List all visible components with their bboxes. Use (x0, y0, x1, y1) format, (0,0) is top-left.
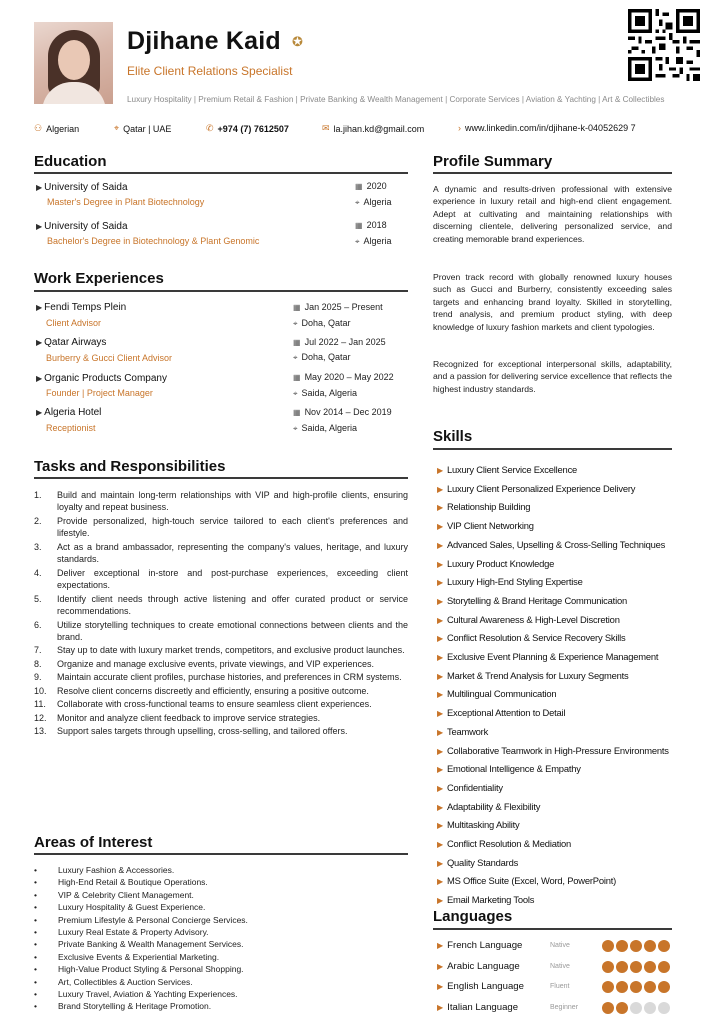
star-icon: ✪ (292, 34, 303, 49)
rating-dot (630, 981, 642, 993)
summary-paragraph: Proven track record with globally renowned luxury houses such as Gucci and Burberry, consistently exceeding sales targets and enhancing brand loyalty. Skilled in storytelling, trend analysis, and premium product styling, with deep knowledge of luxury fashion markets and client typologies. (433, 272, 672, 332)
list-item: • High-Value Product Styling & Personal Shopping. (34, 964, 244, 975)
candidate-name: Djihane Kaid (127, 27, 281, 55)
list-item: ▶ VIP Client Networking (437, 520, 534, 532)
location-pin-icon: ⌖ (293, 353, 298, 362)
job-item: ▶ Fendi Temps Plein (36, 302, 127, 313)
location-pin-icon: ⌖ (293, 424, 298, 433)
list-item: ▶ Luxury High-End Styling Expertise (437, 576, 583, 588)
list-item: 4. Deliver exceptional in-store and post-purchase experiences, exceeding client expectations. (34, 567, 408, 591)
list-item: 5. Identify client needs through active listening and offer curated product or service recommendations. (34, 593, 408, 617)
job-dates: ▦ Jan 2025 – Present (293, 302, 383, 312)
language-level: Fluent (550, 983, 570, 990)
list-item: • Premium Lifestyle & Personal Concierge Services. (34, 914, 248, 925)
contact-location: ⌖ Qatar | UAE (114, 123, 172, 134)
language-rating (602, 1002, 670, 1014)
section-title-work: Work Experiences (34, 270, 164, 287)
language-rating (602, 981, 670, 993)
list-item: ▶ Multitasking Ability (437, 819, 520, 831)
triangle-bullet-icon: ▶ (437, 596, 443, 606)
triangle-bullet-icon: ▶ (437, 765, 443, 775)
summary-paragraph: Recognized for exceptional interpersonal skills, adaptability, and a passion for delivering service excellence that reflects the highest industry standards. (433, 359, 672, 394)
triangle-bullet-icon: ▶ (36, 183, 43, 192)
tasks-list (34, 489, 408, 739)
triangle-bullet-icon: ▶ (437, 858, 443, 868)
section-title-skills: Skills (433, 428, 473, 445)
list-item: 2. Provide personalized, high-touch service tailored to each client's preferences and lifestyle. (34, 515, 408, 539)
triangle-bullet-icon: ▶ (437, 727, 443, 737)
section-divider (34, 853, 408, 855)
list-item: ▶ Adaptability & Flexibility (437, 800, 541, 812)
triangle-bullet-icon: ▶ (36, 338, 43, 347)
list-item: 10. Resolve client concerns discreetly and efficiently, ensuring a positive outcome. (34, 685, 369, 696)
list-item: 7. Stay up to date with luxury market trends, competitors, and exclusive product launches. (34, 645, 405, 656)
list-item: 12. Monitor and analyze client feedback to improve service strategies. (34, 712, 321, 723)
job-place: ⌖ Doha, Qatar (293, 352, 351, 362)
rating-dot (644, 981, 656, 993)
list-item: ▶ Confidentiality (437, 781, 503, 793)
location-pin-icon: ⌖ (114, 123, 120, 133)
section-title-summary: Profile Summary (433, 153, 553, 170)
education-item: ▶ University of Saida (36, 182, 128, 193)
candidate-role: Elite Client Relations Specialist (127, 64, 293, 78)
triangle-bullet-icon: ▶ (437, 1003, 444, 1012)
list-item: ▶ Exclusive Event Planning & Experience Management (437, 651, 659, 663)
section-divider (34, 172, 408, 174)
education-year: ▦ 2020 (355, 181, 387, 191)
phone-icon: ✆ (206, 123, 214, 133)
email-icon: ✉ (322, 123, 330, 133)
job-title: Client Advisor (46, 318, 102, 328)
language-level: Native (550, 942, 570, 949)
triangle-bullet-icon: ▶ (437, 634, 443, 644)
list-item: ▶ Email Marketing Tools (437, 894, 535, 906)
section-divider (34, 477, 408, 479)
rating-dot (602, 1002, 614, 1014)
list-item: 9. Maintain accurate client profiles, purchase histories, and preferences in CRM systems. (34, 672, 402, 683)
qr-code-icon (628, 9, 700, 81)
rating-dot (644, 1002, 656, 1014)
language-item: ▶ Arabic Language Native (437, 961, 677, 977)
list-item: ▶ Multilingual Communication (437, 688, 557, 700)
rating-dot (658, 981, 670, 993)
triangle-bullet-icon: ▶ (36, 222, 43, 231)
education-place: ⌖ Algeria (355, 197, 392, 207)
list-item: 11. Collaborate with cross-functional teams to ensure seamless client experiences. (34, 699, 372, 710)
list-item: • Private Banking & Wealth Management Services. (34, 939, 244, 950)
triangle-bullet-icon: ▶ (437, 503, 443, 513)
triangle-bullet-icon: ▶ (437, 540, 443, 550)
profile-photo (34, 22, 113, 104)
list-item: ▶ Cultural Awareness & High-Level Discretion (437, 613, 620, 625)
triangle-bullet-icon: ▶ (437, 962, 444, 971)
list-item: ▶ Exceptional Attention to Detail (437, 707, 566, 719)
calendar-icon: ▦ (293, 408, 301, 417)
language-level: Native (550, 963, 570, 970)
job-title: Burberry & Gucci Client Advisor (46, 353, 173, 363)
summary-paragraph: A dynamic and results-driven professional with extensive experience in luxury retail and high-end client engagement. Adept at cultivating and maintaining relationships with discerning clientele, delivering personalized service, and creating memorable brand experiences. (433, 184, 672, 244)
location-pin-icon: ⌖ (355, 237, 360, 246)
triangle-bullet-icon: ▶ (437, 559, 443, 569)
rating-dot (602, 981, 614, 993)
list-item: ▶ Luxury Client Service Excellence (437, 464, 578, 475)
rating-dot (602, 940, 614, 952)
rating-dot (658, 961, 670, 973)
calendar-icon: ▦ (293, 303, 301, 312)
triangle-bullet-icon: ▶ (437, 578, 443, 588)
triangle-bullet-icon: ▶ (437, 840, 443, 850)
skills-list (437, 461, 702, 910)
job-item: ▶ Organic Products Company (36, 373, 167, 384)
list-item: • VIP & Celebrity Client Management. (34, 889, 194, 900)
job-place: ⌖ Saida, Algeria (293, 388, 358, 398)
rating-dot (630, 961, 642, 973)
triangle-bullet-icon: ▶ (437, 690, 443, 700)
list-item: ▶ Relationship Building (437, 501, 531, 513)
job-item: ▶ Algeria Hotel (36, 407, 102, 418)
list-item: • Luxury Hospitality & Guest Experience. (34, 902, 206, 913)
list-item: ▶ Conflict Resolution & Service Recovery Skills (437, 632, 626, 644)
triangle-bullet-icon: ▶ (437, 783, 443, 793)
job-dates: ▦ Jul 2022 – Jan 2025 (293, 337, 386, 347)
rating-dot (616, 1002, 628, 1014)
job-title: Receptionist (46, 423, 96, 433)
link-icon: › (458, 123, 461, 133)
triangle-bullet-icon: ▶ (437, 877, 443, 887)
triangle-bullet-icon: ▶ (36, 374, 43, 383)
education-degree: Master's Degree in Plant Biotechnology (47, 197, 205, 207)
section-divider (433, 928, 672, 930)
list-item: ▶ Emotional Intelligence & Empathy (437, 763, 581, 775)
list-item: • Luxury Travel, Aviation & Yachting Experiences. (34, 989, 238, 1000)
job-place: ⌖ Saida, Algeria (293, 423, 358, 433)
rating-dot (616, 981, 628, 993)
triangle-bullet-icon: ▶ (437, 709, 443, 719)
triangle-bullet-icon: ▶ (437, 522, 443, 532)
location-pin-icon: ⌖ (293, 319, 298, 328)
rating-dot (630, 1002, 642, 1014)
triangle-bullet-icon: ▶ (36, 408, 43, 417)
list-item: ▶ MS Office Suite (Excel, Word, PowerPoint) (437, 875, 617, 887)
triangle-bullet-icon: ▶ (437, 671, 443, 681)
language-item: ▶ English Language Fluent (437, 981, 677, 997)
language-item: ▶ Italian Language Beginner (437, 1002, 677, 1018)
person-icon: ⚇ (34, 123, 43, 133)
section-title-interests: Areas of Interest (34, 834, 153, 851)
triangle-bullet-icon: ▶ (437, 982, 444, 991)
calendar-icon: ▦ (355, 182, 363, 191)
list-item: • Luxury Real Estate & Property Advisory. (34, 927, 209, 938)
list-item: ▶ Advanced Sales, Upselling & Cross-Selling Techniques (437, 538, 666, 550)
job-title: Founder | Project Manager (46, 388, 153, 398)
contact-linkedin[interactable]: › www.linkedin.com/in/djihane-k-04052629 7 (458, 123, 636, 133)
education-place: ⌖ Algeria (355, 236, 392, 246)
job-place: ⌖ Doha, Qatar (293, 318, 351, 328)
calendar-icon: ▦ (293, 338, 301, 347)
calendar-icon: ▦ (355, 221, 363, 230)
calendar-icon: ▦ (293, 373, 301, 382)
section-title-languages: Languages (433, 908, 513, 925)
job-item: ▶ Qatar Airways (36, 337, 107, 348)
list-item: • Art, Collectibles & Auction Services. (34, 976, 193, 987)
language-rating (602, 961, 670, 973)
list-item: 3. Act as a brand ambassador, representing the company's values, heritage, and luxury standards. (34, 541, 408, 565)
interests-list (34, 864, 408, 1013)
triangle-bullet-icon: ▶ (437, 802, 443, 812)
section-title-education: Education (34, 153, 107, 170)
education-degree: Bachelor's Degree in Biotechnology & Plant Genomic (47, 236, 260, 246)
rating-dot (658, 1002, 670, 1014)
list-item: ▶ Luxury Client Personalized Experience Delivery (437, 482, 636, 494)
sectors-line: Luxury Hospitality | Premium Retail & Fashion | Private Banking & Wealth Management | Corporate Services | Aviation & Yachting | Art & Collectibles (127, 95, 665, 104)
triangle-bullet-icon: ▶ (437, 746, 443, 756)
education-year: ▦ 2018 (355, 220, 387, 230)
section-divider (433, 448, 672, 450)
section-divider (433, 172, 672, 174)
location-pin-icon: ⌖ (355, 198, 360, 207)
location-pin-icon: ⌖ (293, 389, 298, 398)
rating-dot (616, 961, 628, 973)
language-item: ▶ French Language Native (437, 940, 677, 956)
section-divider (34, 290, 408, 292)
contact-nationality: ⚇ Algerian (34, 123, 80, 134)
rating-dot (602, 961, 614, 973)
rating-dot (644, 961, 656, 973)
triangle-bullet-icon: ▶ (437, 484, 443, 494)
list-item: ▶ Quality Standards (437, 856, 519, 868)
section-title-tasks: Tasks and Responsibilities (34, 458, 226, 475)
list-item: • Brand Storytelling & Heritage Promotion. (34, 1001, 212, 1012)
rating-dot (658, 940, 670, 952)
rating-dot (616, 940, 628, 952)
triangle-bullet-icon: ▶ (437, 466, 443, 475)
education-item: ▶ University of Saida (36, 221, 128, 232)
language-level: Beginner (550, 1004, 579, 1011)
list-item: ▶ Luxury Product Knowledge (437, 557, 555, 569)
list-item: ▶ Collaborative Teamwork in High-Pressure Environments (437, 744, 669, 756)
list-item: • High-End Retail & Boutique Operations. (34, 877, 208, 888)
list-item: ▶ Conflict Resolution & Mediation (437, 838, 572, 850)
list-item: 1. Build and maintain long-term relationships with VIP and high-profile clients, ensuring loyalty and repeat business. (34, 490, 408, 513)
rating-dot (630, 940, 642, 952)
rating-dot (644, 940, 656, 952)
list-item: ▶ Market & Trend Analysis for Luxury Segments (437, 669, 629, 681)
contact-phone[interactable]: ✆ +974 (7) 7612507 (206, 123, 289, 134)
list-item: 6. Utilize storytelling techniques to create emotional connections between clients and the brand. (34, 619, 408, 642)
job-dates: ▦ Nov 2014 – Dec 2019 (293, 407, 392, 417)
triangle-bullet-icon: ▶ (36, 303, 43, 312)
job-dates: ▦ May 2020 – May 2022 (293, 372, 394, 382)
list-item: ▶ Teamwork (437, 725, 489, 737)
triangle-bullet-icon: ▶ (437, 653, 443, 663)
language-rating (602, 940, 670, 952)
triangle-bullet-icon: ▶ (437, 615, 443, 625)
list-item: 13. Support sales targets through upselling, cross-selling, and tailored offers. (34, 726, 348, 737)
list-item: ▶ Storytelling & Brand Heritage Communication (437, 594, 627, 606)
list-item: 8. Organize and manage exclusive events, private viewings, and VIP experiences. (34, 658, 375, 669)
list-item: • Exclusive Events & Experiential Marketing. (34, 951, 220, 962)
contact-email[interactable]: ✉ la.jihan.kd@gmail.com (322, 123, 425, 134)
list-item: • Luxury Fashion & Accessories. (34, 865, 175, 875)
triangle-bullet-icon: ▶ (437, 896, 443, 906)
triangle-bullet-icon: ▶ (437, 821, 443, 831)
triangle-bullet-icon: ▶ (437, 941, 444, 950)
